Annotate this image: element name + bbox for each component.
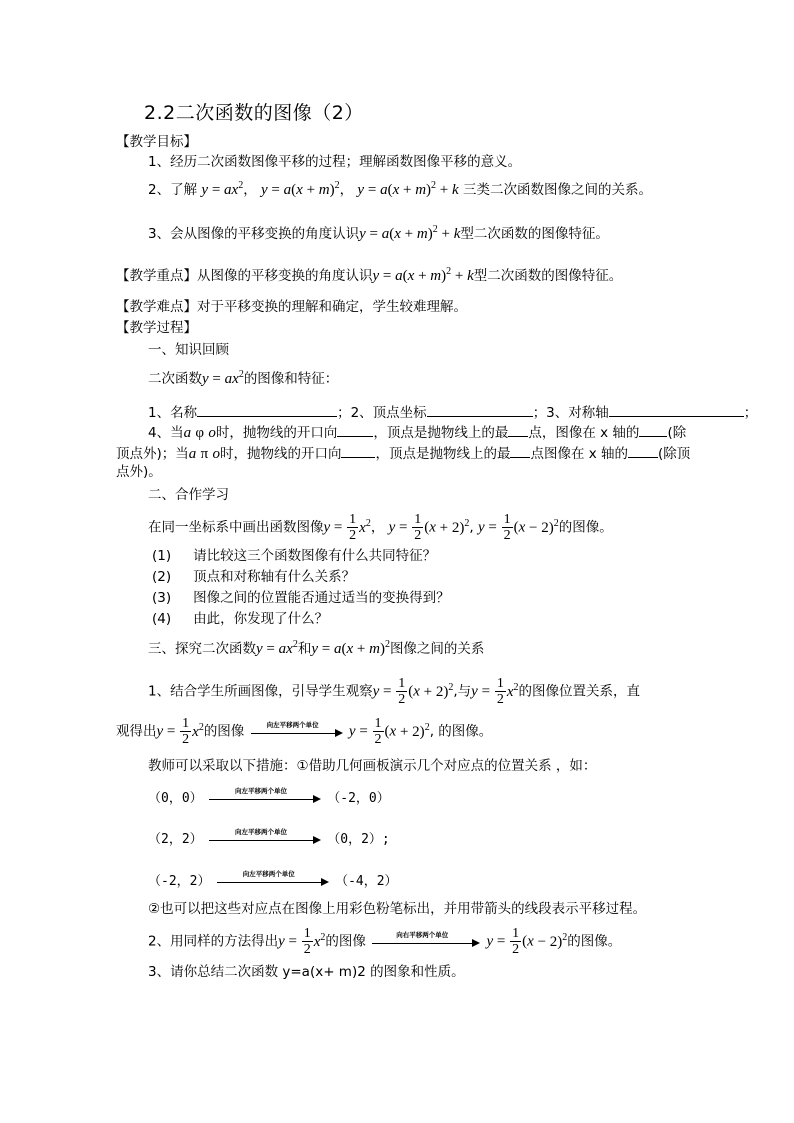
goal-2: 2、了解 $y = ax^2$， $y = a(x + m)^2$， $y = a(x + m)^2 + k$ 三类二次函数图像之间的关系。 <box>148 180 652 198</box>
goals-heading: 【教学目标】 <box>116 134 197 150</box>
section-explore: 三、探究二次函数$y = ax^2$和$y = a(x + m)^2$图像之间的关系 <box>148 639 485 657</box>
teacher-measures: 教师可以采取以下措施：①借助几何画板演示几个对应点的位置关系 ，如： <box>148 758 597 774</box>
difficulty: 【教学难点】对于平移变换的理解和确定，学生较难理解。 <box>116 299 467 315</box>
question-1: (1) 请比较这三个函数图像有什么共同特征？ <box>152 548 437 564</box>
shift-left-arrow: 向左平移两个单位 <box>209 832 321 846</box>
page-title: 2.2二次函数的图像（2） <box>144 102 364 124</box>
name-vertex-axis: 1、名称 ；2、顶点坐标 ；3、对称轴 ； <box>148 405 758 421</box>
point-map-2: （2，2） 向左平移两个单位 （0，2）; <box>148 828 390 847</box>
point-map-3: （-2，2） 向左平移两个单位 （-4，2） <box>148 870 398 889</box>
key-point: 【教学重点】从图像的平移变换的角度认识$y = a(x + m)^2 + k$型二次函数的图像特征。 <box>116 266 623 284</box>
process-heading: 【教学过程】 <box>116 320 197 336</box>
explore-1-line2: 观得出y = $\frac{1}{2}$ $x^2$的图像 向左平移两个单位 y = $\frac{1}{2}$ $(x + 2)^2$, 的图像。 <box>116 716 493 747</box>
question-3: (3) 图像之间的位置能否通过适当的变换得到？ <box>152 590 450 606</box>
goal-3: 3、会从图像的平移变换的角度认识$y = a(x + m)^2 + k$型二次函数的图像特征。 <box>148 224 609 242</box>
explore-1-line1: 1、结合学生所画图像，引导学生观察y = $\frac{1}{2}$ $(x + 2)^2$,与y = $\frac{1}{2}$ $x^2$的图像位置关系，直 <box>148 676 640 707</box>
explore-2: 2、用同样的方法得出y = $\frac{1}{2}$ $x^2$的图像 向右平移两个单位 y = $\frac{1}{2}$ $(x - 2)^2$的图像。 <box>148 926 622 957</box>
review-line: 二次函数$y = ax^2$的图像和特征： <box>148 369 339 387</box>
question-4: (4) 由此，你发现了什么？ <box>152 611 329 627</box>
question-2: (2) 顶点和对称轴有什么关系？ <box>152 569 356 585</box>
q4-line2: 顶点外)；当a π o时，抛物线的开口向 ，顶点是抛物线上的最 点图像在 x 轴的 (除顶 <box>116 446 691 462</box>
chalk-note: ②也可以把这些对应点在图像上用彩色粉笔标出，并用带箭头的线段表示平移过程。 <box>148 901 647 917</box>
shift-left-arrow: 向左平移两个单位 <box>217 874 329 888</box>
coop-line: 在同一坐标系中画出函数图像y = $\frac{1}{2}$ $x^2$， y = $\frac{1}{2}$ $(x + 2)^2$, y = $\frac{1}{2}$ $(x - 2)^2$的图像。 <box>148 512 613 543</box>
explore-3: 3、请你总结二次函数 y=a(x+ m)2 的图象和性质。 <box>148 964 465 980</box>
goal-1: 1、经历二次函数图像平移的过程；理解函数图像平移的意义。 <box>148 154 522 170</box>
q4-line3: 点外)。 <box>116 464 162 480</box>
q4-line1: 4、当a φ o时，抛物线的开口向 ，顶点是抛物线上的最 点，图像在 x 轴的 (除 <box>148 425 687 441</box>
point-map-1: （0，0） 向左平移两个单位 （-2，0） <box>148 787 390 806</box>
shift-left-arrow: 向左平移两个单位 <box>251 725 343 739</box>
section-review: 一、知识回顾 <box>148 342 229 358</box>
shift-right-arrow: 向右平移两个单位 <box>372 935 480 949</box>
section-coop: 二、合作学习 <box>148 487 229 503</box>
shift-left-arrow: 向左平移两个单位 <box>209 791 321 805</box>
